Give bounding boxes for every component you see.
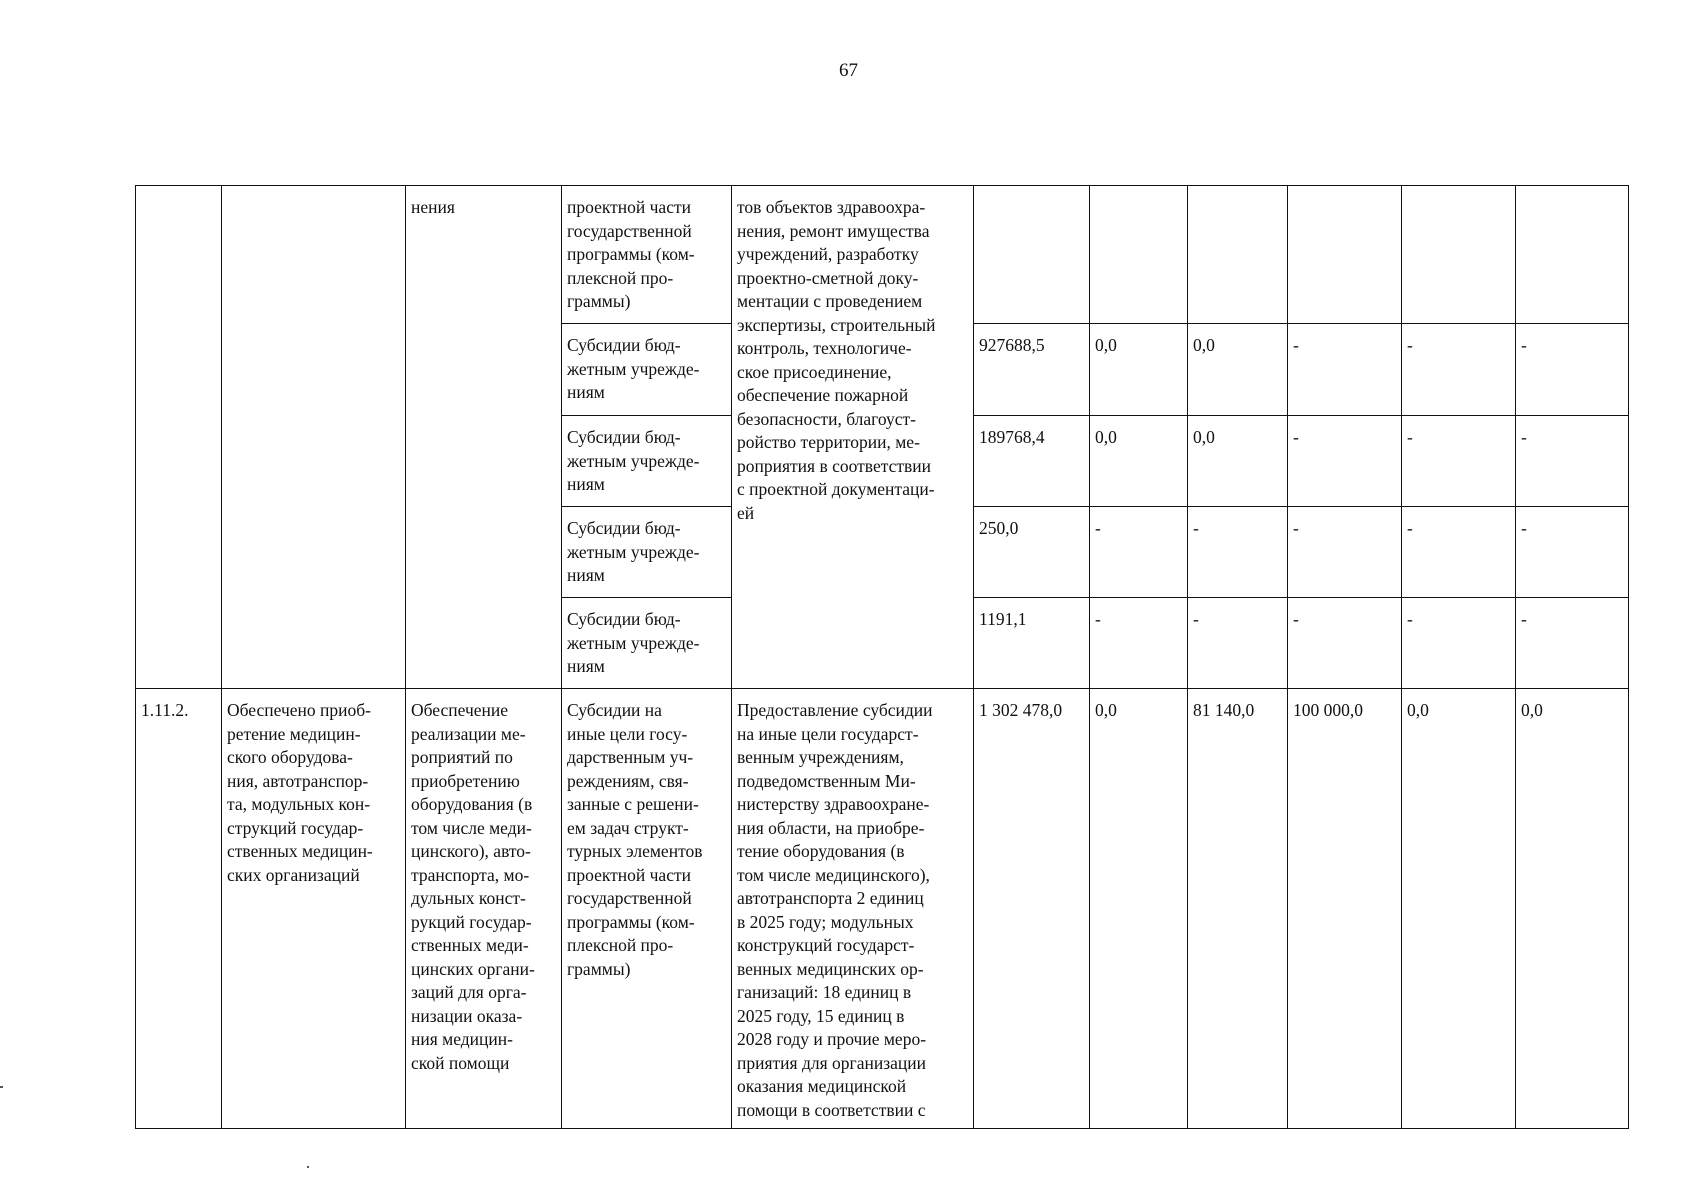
cell-value: 0,0: [1188, 416, 1288, 507]
cell-value: -: [1402, 416, 1516, 507]
cell-value-empty: [1188, 186, 1288, 324]
cell-value: 1191,1: [974, 598, 1090, 689]
scan-mark-left: [0, 1086, 3, 1088]
cell-value: -: [1402, 324, 1516, 416]
table-row: [136, 689, 1629, 1129]
cell-number-empty: [136, 186, 222, 689]
cell-value: -: [1516, 507, 1629, 598]
cell-value: 0,0: [1188, 324, 1288, 416]
cell-value: -: [1288, 324, 1402, 416]
cell-value: -: [1288, 598, 1402, 689]
cell-value: 189768,4: [974, 416, 1090, 507]
cell-value: -: [1090, 507, 1188, 598]
cell-value: -: [1288, 416, 1402, 507]
cell-value: 0,0: [1516, 689, 1629, 1129]
cell-expense-type: Субсидии бюд- жетным учрежде- ниям: [562, 507, 732, 598]
cell-value: 927688,5: [974, 324, 1090, 416]
cell-value: 100 000,0: [1288, 689, 1402, 1129]
cell-expense-type: Субсидии бюд- жетным учрежде- ниям: [562, 416, 732, 507]
cell-value: 0,0: [1090, 416, 1188, 507]
cell-value-empty: [974, 186, 1090, 324]
cell-result-empty: [222, 186, 406, 689]
cell-activity-continuation: нения: [406, 186, 562, 689]
cell-value: -: [1516, 598, 1629, 689]
cell-description-continuation: тов объектов здравоохра- нения, ремонт имущества учреждений, разработку проектно-сметной доку- ментации с проведением экспертизы, строительный контроль, технологиче- ское присоединение, обеспечение пожарной безопасности, благоуст- ройство территории, ме- роприятия в соответствии с проектной документаци- ей: [732, 186, 974, 689]
cell-description: Предоставление субсидии на иные цели государст- венным учреждениям, подведомственным Ми- нистерству здравоохране- ния области, на приобре- тение оборудования (в том числе медицинского), автотранспорта 2 единиц в 2025 году; модульных конструкций государст- венных медицинских ор- ганизаций: 18 единиц в 2025 году, 15 единиц в 2028 году и прочие меро- приятия для организации оказания медицинской помощи в соответствии с: [732, 689, 974, 1129]
cell-expense-type: Субсидии на иные цели госу- дарственным уч- реждениям, свя- занные с решени- ем задач структ- турных элементов проектной части государственной программы (ком- плексной про- граммы): [562, 689, 732, 1129]
budget-table: [135, 185, 1629, 1129]
cell-value: -: [1288, 507, 1402, 598]
cell-activity: Обеспечение реализации ме- роприятий по приобретению оборудования (в том числе меди- цинского), авто- транспорта, мо- дульных конст- рукций государ- ственных меди- цинских органи- заций для орга- низации оказа- ния медицин- ской помощи: [406, 689, 562, 1129]
cell-value: -: [1516, 324, 1629, 416]
cell-value: -: [1402, 507, 1516, 598]
cell-value: -: [1402, 598, 1516, 689]
cell-value-empty: [1516, 186, 1629, 324]
cell-value: -: [1188, 507, 1288, 598]
cell-expense-type: Субсидии бюд- жетным учрежде- ниям: [562, 324, 732, 416]
cell-value: 0,0: [1090, 689, 1188, 1129]
cell-result: Обеспечено приоб- ретение медицин- ского оборудова- ния, автотранспор- та, модульных кон- струкций государ- ственных медицин- ских организаций: [222, 689, 406, 1129]
cell-value: -: [1188, 598, 1288, 689]
cell-value: 0,0: [1090, 324, 1188, 416]
cell-item-number: 1.11.2.: [136, 689, 222, 1129]
cell-value-empty: [1090, 186, 1188, 324]
scan-mark-bottom: [307, 1166, 309, 1168]
cell-value: -: [1516, 416, 1629, 507]
page-number: 67: [839, 60, 858, 81]
cell-value-empty: [1288, 186, 1402, 324]
cell-value-empty: [1402, 186, 1516, 324]
cell-expense-type-continuation: проектной части государственной программы (ком- плексной про- граммы): [562, 186, 732, 324]
table-row: [136, 186, 1629, 324]
cell-value: 250,0: [974, 507, 1090, 598]
cell-expense-type: Субсидии бюд- жетным учрежде- ниям: [562, 598, 732, 689]
cell-value: 1 302 478,0: [974, 689, 1090, 1129]
cell-value: -: [1090, 598, 1188, 689]
cell-value: 0,0: [1402, 689, 1516, 1129]
cell-value: 81 140,0: [1188, 689, 1288, 1129]
